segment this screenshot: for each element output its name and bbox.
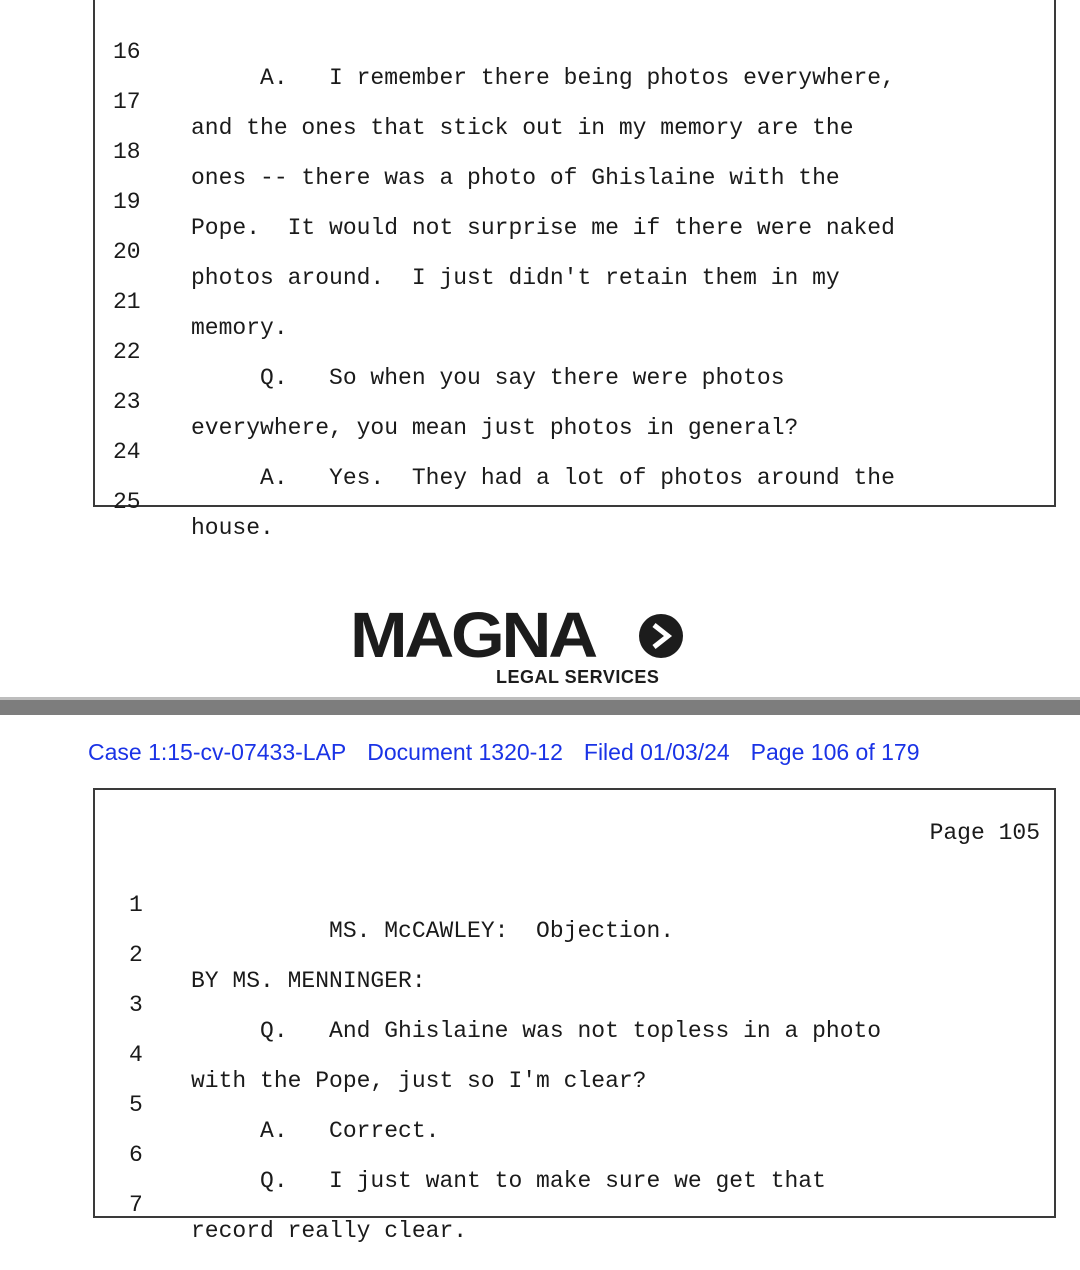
line-text: Pope. It would not surprise me if there were naked [191, 215, 895, 241]
line-text: Q. So when you say there were photos [191, 365, 785, 391]
document-number: Document 1320-12 [367, 739, 563, 765]
line-number: 3 [129, 992, 143, 1018]
transcript-line [95, 1016, 1054, 1094]
line-number: 21 [113, 289, 141, 315]
line-text: ones -- there was a photo of Ghislaine with the [191, 165, 840, 191]
line-text: and the ones that stick out in my memory are the [191, 115, 854, 141]
line-number: 18 [113, 139, 141, 165]
line-text: Q. I just want to make sure we get that [191, 1168, 826, 1194]
line-number: 6 [129, 1142, 143, 1168]
line-text: record really clear. [191, 1218, 468, 1244]
transcript-line [95, 1066, 1054, 1144]
transcript-box-top [93, 0, 1056, 541]
transcript-box-bottom [93, 788, 1056, 1244]
line-text: A. Correct. [191, 1118, 440, 1144]
magna-logo [350, 599, 690, 693]
line-text: A. I remember there being photos everywhere, [191, 65, 895, 91]
line-number: 22 [113, 339, 141, 365]
transcript-line [95, 13, 1054, 91]
filed-date: Filed 01/03/24 [583, 739, 730, 765]
line-text: memory. [191, 315, 288, 341]
line-number: 16 [113, 39, 141, 65]
transcript-line [95, 463, 1054, 541]
logo-wordmark: MAGNA [350, 599, 595, 671]
line-text: Q. And Ghislaine was not topless in a photo [191, 1018, 882, 1044]
transcript-line [95, 263, 1054, 341]
case-header [88, 739, 941, 766]
transcript-line [95, 213, 1054, 291]
page-divider-highlight [0, 697, 1080, 700]
transcript-line [95, 63, 1054, 141]
transcript-line [95, 966, 1054, 1044]
case-number: Case 1:15-cv-07433-LAP [88, 739, 347, 765]
page-count: Page 106 of 179 [750, 739, 920, 765]
transcript-line [95, 313, 1054, 391]
line-number: 17 [113, 89, 141, 115]
logo-subtitle: LEGAL SERVICES [496, 667, 660, 687]
line-number: 7 [129, 1192, 143, 1218]
line-number: 23 [113, 389, 141, 415]
transcript-line [95, 363, 1054, 441]
line-number: 19 [113, 189, 141, 215]
page-label: Page 105 [929, 820, 1040, 846]
line-number: 2 [129, 942, 143, 968]
line-text: house. [191, 515, 274, 541]
transcript-line [95, 113, 1054, 191]
transcript-line [95, 1166, 1054, 1244]
line-number: 4 [129, 1042, 143, 1068]
transcript-line [95, 866, 1054, 944]
line-text: MS. McCAWLEY: Objection. [191, 918, 675, 944]
line-text: BY MS. MENNINGER: [191, 968, 426, 994]
line-number: 1 [129, 892, 143, 918]
line-text: photos around. I just didn't retain them in my [191, 265, 840, 291]
transcript-line [95, 1116, 1054, 1194]
line-text: everywhere, you mean just photos in general? [191, 415, 799, 441]
line-number: 25 [113, 489, 141, 515]
transcript-line [95, 413, 1054, 491]
line-text: with the Pope, just so I'm clear? [191, 1068, 647, 1094]
line-number: 24 [113, 439, 141, 465]
line-number: 5 [129, 1092, 143, 1118]
transcript-line [95, 916, 1054, 994]
transcript-line [95, 163, 1054, 241]
line-text: A. Yes. They had a lot of photos around the [191, 465, 895, 491]
line-number: 20 [113, 239, 141, 265]
arrow-circle-icon [636, 611, 686, 661]
